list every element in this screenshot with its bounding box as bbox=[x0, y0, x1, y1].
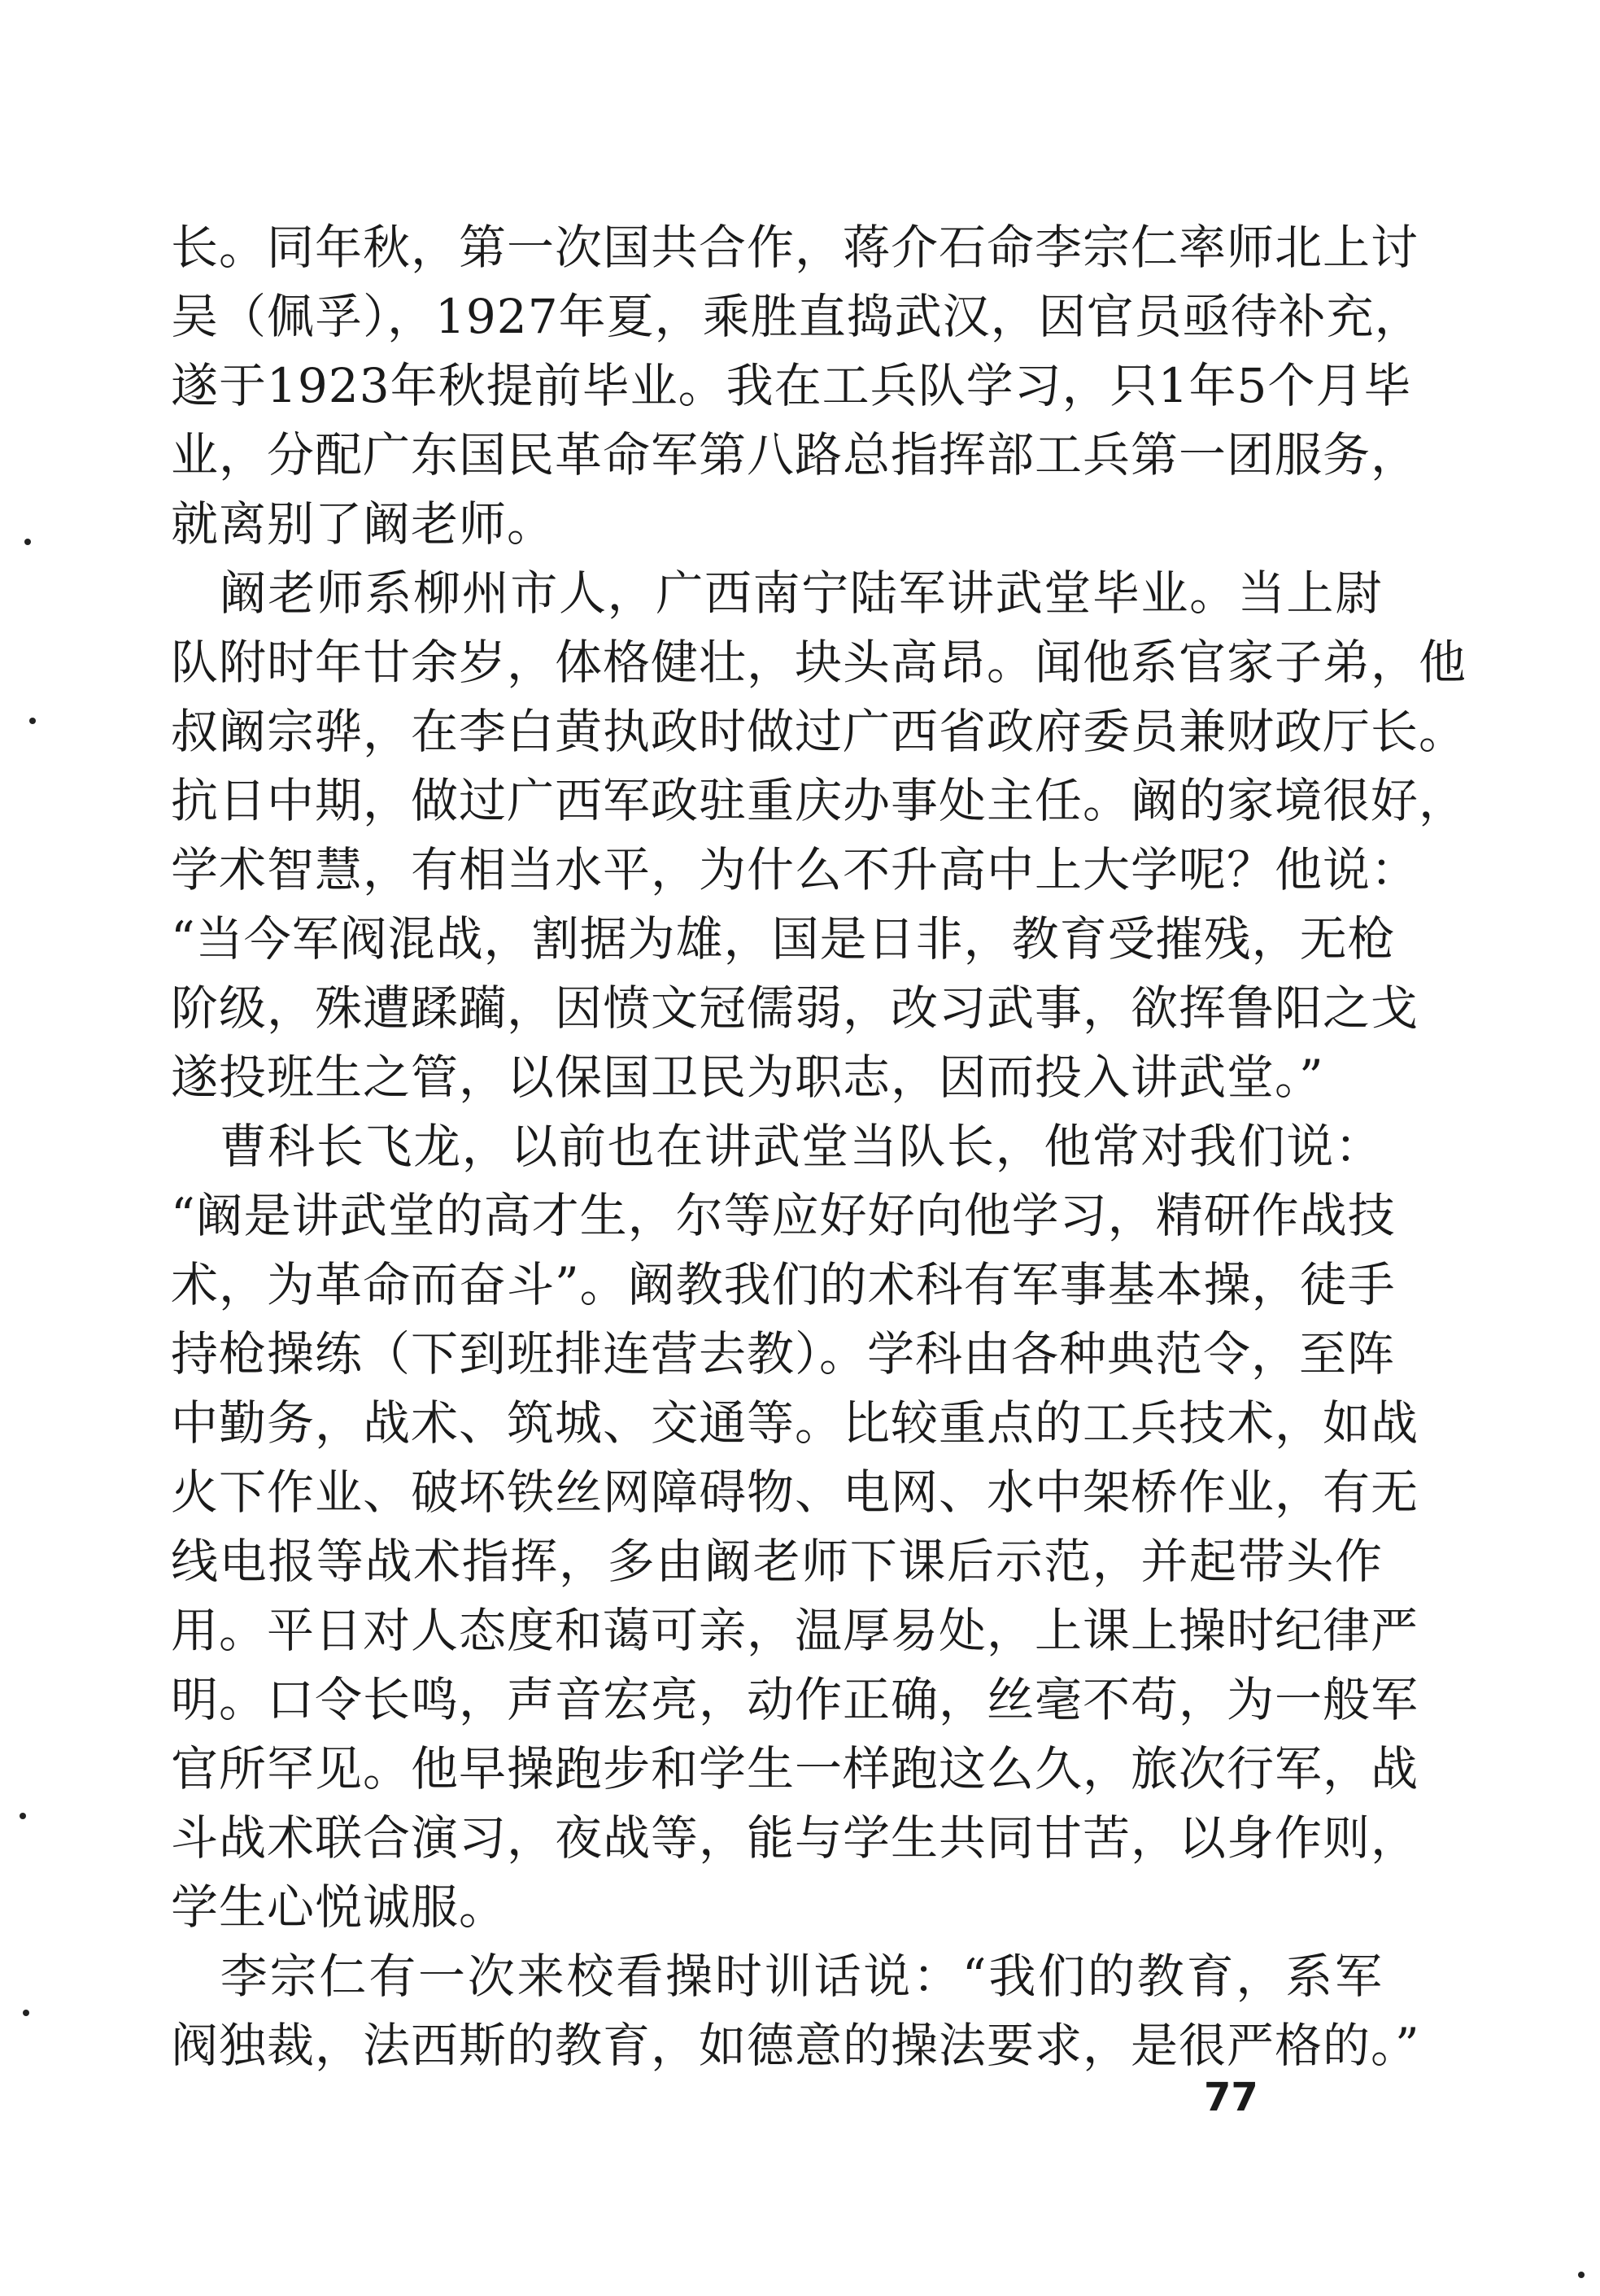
scan-speck bbox=[29, 718, 36, 724]
text-line: “当今军阀混战，割据为雄，国是日非，教育受摧残，无枪 bbox=[171, 911, 1396, 967]
scan-speck bbox=[20, 1813, 26, 1819]
text-line: 中勤务，战术、筑城、交通等。比较重点的工兵技术，如战 bbox=[171, 1395, 1419, 1451]
text-line: 阚老师系柳州市人，广西南宁陆军讲武堂毕业。当上尉 bbox=[171, 565, 1383, 621]
text-line: 遂于1923年秋提前毕业。我在工兵队学习，只1年5个月毕 bbox=[171, 358, 1412, 413]
body-text bbox=[171, 213, 1467, 2080]
text-line: 学生心悦诚服。 bbox=[171, 1879, 508, 1935]
text-line: 李宗仁有一次来校看操时训话说：“我们的教育，系军 bbox=[171, 1949, 1383, 2004]
text-line: 持枪操练（下到班排连营去教）。学科由各种典范令，至阵 bbox=[171, 1326, 1396, 1382]
text-line: 就离别了阚老师。 bbox=[171, 496, 556, 552]
text-line: 吴（佩孚），1927年夏，乘胜直捣武汉，因官员亟待补充， bbox=[171, 289, 1423, 344]
text-line: 阶级，殊遭蹂躏，因愤文冠儒弱，改习武事，欲挥鲁阳之戈 bbox=[171, 980, 1419, 1036]
text-line: “阚是讲武堂的高才生，尔等应好好向他学习，精研作战技 bbox=[171, 1188, 1396, 1243]
scan-speck bbox=[24, 539, 31, 545]
text-line: 抗日中期，做过广西军政驻重庆办事处主任。阚的家境很好， bbox=[171, 773, 1467, 828]
scan-speck bbox=[1578, 2272, 1585, 2278]
text-line: 火下作业、破坏铁丝网障碍物、电网、水中架桥作业，有无 bbox=[171, 1464, 1419, 1520]
text-line: 阀独裁，法西斯的教育，如德意的操法要求，是很严格的。” bbox=[171, 2018, 1420, 2073]
text-line: 长。同年秋，第一次国共合作，蒋介石命李宗仁率师北上讨 bbox=[171, 220, 1419, 275]
scan-speck bbox=[23, 2010, 29, 2016]
text-line: 叔阚宗骅，在李白黄执政时做过广西省政府委员兼财政厅长。 bbox=[171, 704, 1467, 759]
text-line: 线电报等战术指挥，多由阚老师下课后示范，并起带头作 bbox=[171, 1534, 1383, 1589]
text-line: 官所罕见。他早操跑步和学生一样跑这么久，旅次行军，战 bbox=[171, 1741, 1419, 1796]
text-line: 斗战术联合演习，夜战等，能与学生共同甘苦，以身作则， bbox=[171, 1810, 1419, 1866]
text-line: 业，分配广东国民革命军第八路总指挥部工兵第一团服务， bbox=[171, 427, 1419, 482]
text-line: 用。平日对人态度和蔼可亲，温厚易处，上课上操时纪律严 bbox=[171, 1603, 1419, 1658]
text-line: 遂投班生之管，以保国卫民为职志，因而投入讲武堂。” bbox=[171, 1050, 1324, 1105]
page-number: 77 bbox=[1204, 2075, 1258, 2120]
text-line: 术，为革命而奋斗”。阚教我们的术科有军事基本操，徒手 bbox=[171, 1257, 1396, 1312]
text-line: 学术智慧，有相当水平，为什么不升高中上大学呢？他说： bbox=[171, 842, 1419, 897]
text-line: 队附时年廿余岁，体格健壮，块头高昂。闻他系官家子弟，他 bbox=[171, 635, 1467, 690]
text-line: 曹科长飞龙，以前也在讲武堂当队长，他常对我们说： bbox=[171, 1119, 1383, 1174]
text-line: 明。口令长鸣，声音宏亮，动作正确，丝毫不苟，为一般军 bbox=[171, 1672, 1419, 1727]
